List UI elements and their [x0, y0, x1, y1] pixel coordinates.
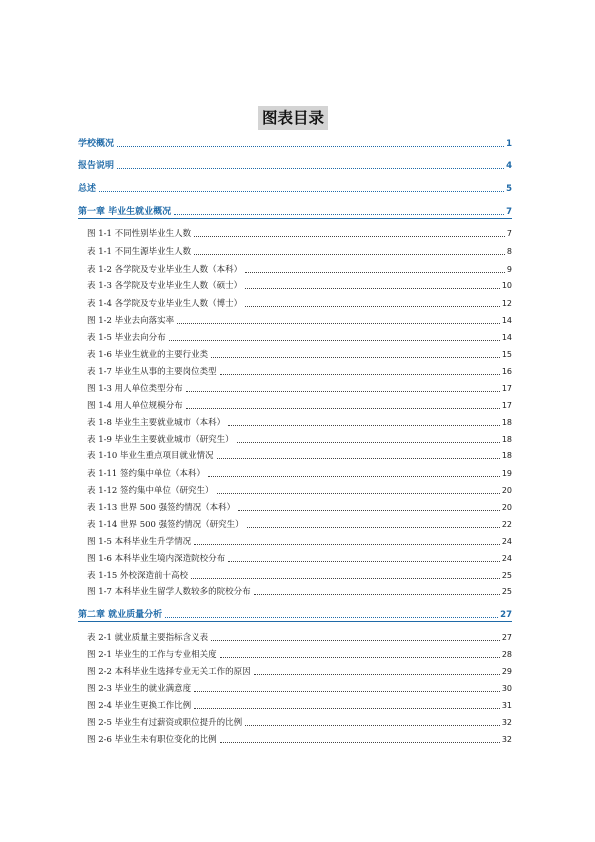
toc-entry-label: 表 1-7 毕业生从事的主要岗位类型	[87, 367, 217, 377]
toc-entry-label: 图 2-1 毕业生的工作与专业相关度	[87, 650, 217, 660]
toc-figure-entry[interactable]	[87, 715, 512, 729]
toc-figure-entry[interactable]	[87, 517, 512, 531]
toc-entry-label: 表 1-4 各学院及专业毕业生人数（博士）	[87, 299, 243, 309]
toc-section-entry[interactable]	[78, 204, 512, 218]
toc-leader-dots	[208, 476, 500, 477]
toc-entry-label: 图 2-4 毕业生更换工作比例	[87, 701, 192, 711]
toc-leader-dots	[254, 674, 500, 675]
toc-section-entry[interactable]	[78, 136, 512, 150]
toc-entry-label: 表 1-10 毕业生重点项目就业情况	[87, 451, 214, 461]
toc-page-number: 8	[506, 247, 512, 256]
toc-leader-dots	[194, 708, 500, 709]
toc-leader-dots	[247, 527, 500, 528]
toc-page-number: 10	[501, 281, 512, 290]
toc-page-number: 24	[501, 554, 512, 563]
toc-entry-label: 图 1-1 不同性别毕业生人数	[87, 229, 192, 239]
toc-leader-dots	[186, 391, 500, 392]
toc-entry-label: 图 2-5 毕业生有过薪资或职位提升的比例	[87, 718, 243, 728]
toc-page-number: 5	[506, 184, 512, 194]
toc-page-number: 20	[501, 503, 512, 512]
toc-leader-dots	[186, 408, 500, 409]
toc-entry-label: 表 1-13 世界 500 强签约情况（本科）	[87, 503, 236, 513]
toc-page-number: 1	[506, 139, 512, 149]
toc-leader-dots	[169, 340, 500, 341]
toc-entry-label: 图 2-6 毕业生未有职位变化的比例	[87, 735, 217, 745]
toc-page-number: 15	[501, 350, 512, 359]
toc-leader-dots	[165, 617, 498, 618]
toc-entry-label: 图 1-6 本科毕业生境内深造院校分布	[87, 554, 226, 564]
toc-page-number: 9	[506, 265, 512, 274]
toc-page-number: 25	[501, 571, 512, 580]
toc-figure-entry[interactable]	[87, 262, 512, 276]
toc-entry-label: 表 1-12 签约集中单位（研究生）	[87, 486, 214, 496]
toc-entry-label: 表 1-14 世界 500 强签约情况（研究生）	[87, 520, 244, 530]
toc-entry-label: 表 2-1 就业质量主要指标含义表	[87, 633, 209, 643]
toc-leader-dots	[238, 510, 500, 511]
toc-entry-label: 表 1-15 外校深造前十高校	[87, 571, 189, 581]
toc-page-number: 16	[501, 367, 512, 376]
toc-figure-entry[interactable]	[87, 551, 512, 565]
toc-leader-dots	[194, 254, 505, 255]
toc-figure-entry[interactable]	[87, 698, 512, 712]
toc-figure-entry[interactable]	[87, 664, 512, 678]
toc-entry-label: 图 1-4 用人单位规模分布	[87, 401, 183, 411]
toc-section-entry[interactable]	[78, 181, 512, 195]
toc-page-number: 4	[506, 161, 512, 171]
toc-entry-label: 图 1-7 本科毕业生留学人数较多的院校分布	[87, 587, 251, 597]
toc-section-entry[interactable]	[78, 607, 512, 621]
toc-figure-entry[interactable]	[87, 330, 512, 344]
toc-leader-dots	[245, 272, 505, 273]
chapter-divider	[78, 621, 512, 622]
toc-leader-dots	[194, 236, 505, 237]
toc-leader-dots	[99, 191, 504, 192]
toc-figure-entry[interactable]	[87, 568, 512, 582]
toc-entry-label: 图 1-3 用人单位类型分布	[87, 384, 183, 394]
toc-figure-entry[interactable]	[87, 278, 512, 292]
toc-leader-dots	[177, 323, 500, 324]
toc-entry-label: 图 2-2 本科毕业生选择专业无关工作的原因	[87, 667, 251, 677]
toc-page-number: 17	[501, 384, 512, 393]
toc-leader-dots	[211, 640, 500, 641]
toc-figure-entry[interactable]	[87, 296, 512, 310]
toc-entry-label: 图 1-2 毕业去向落实率	[87, 316, 175, 326]
toc-leader-dots	[228, 561, 500, 562]
toc-leader-dots	[245, 288, 500, 289]
toc-figure-entry[interactable]	[87, 347, 512, 361]
toc-entry-label: 表 1-1 不同生源毕业生人数	[87, 247, 192, 257]
toc-section-entry[interactable]	[78, 158, 512, 172]
toc-leader-dots	[220, 742, 500, 743]
toc-entry-label: 图 1-5 本科毕业生升学情况	[87, 537, 192, 547]
toc-leader-dots	[191, 578, 500, 579]
toc-entry-label: 第二章 就业质量分析	[78, 610, 163, 620]
toc-leader-dots	[217, 458, 500, 459]
toc-page-number: 25	[501, 587, 512, 596]
toc-entry-label: 表 1-6 毕业生就业的主要行业类	[87, 350, 209, 360]
toc-figure-entry[interactable]	[87, 313, 512, 327]
toc-entry-label: 表 1-8 毕业生主要就业城市（本科）	[87, 418, 226, 428]
toc-figure-entry[interactable]	[87, 244, 512, 258]
toc-entry-label: 表 1-3 各学院及专业毕业生人数（硕士）	[87, 281, 243, 291]
toc-figure-entry[interactable]	[87, 448, 512, 462]
toc-figure-entry[interactable]	[87, 534, 512, 548]
toc-page-number: 29	[501, 667, 512, 676]
toc-page-number: 20	[501, 486, 512, 495]
toc-figure-entry[interactable]	[87, 681, 512, 695]
toc-figure-entry[interactable]	[87, 226, 512, 240]
toc-figure-entry[interactable]	[87, 381, 512, 395]
toc-leader-dots	[245, 725, 500, 726]
toc-figure-entry[interactable]	[87, 732, 512, 746]
toc-page-number: 28	[501, 650, 512, 659]
toc-page-number: 17	[501, 401, 512, 410]
toc-page-number: 27	[501, 633, 512, 642]
toc-entry-label: 表 1-2 各学院及专业毕业生人数（本科）	[87, 265, 243, 275]
toc-page-number: 30	[501, 684, 512, 693]
toc-entry-label: 学校概况	[78, 139, 115, 149]
toc-figure-entry[interactable]	[87, 500, 512, 514]
toc-leader-dots	[174, 214, 504, 215]
toc-entry-label: 报告说明	[78, 161, 115, 171]
toc-page-number: 12	[501, 299, 512, 308]
toc-entry-label: 表 1-11 签约集中单位（本科）	[87, 469, 206, 479]
toc-page-number: 31	[501, 701, 512, 710]
toc-leader-dots	[217, 493, 500, 494]
toc-figure-entry[interactable]	[87, 584, 512, 598]
toc-entry-label: 图 2-3 毕业生的就业满意度	[87, 684, 192, 694]
toc-figure-entry[interactable]	[87, 630, 512, 644]
page-title: 图表目录	[258, 106, 328, 130]
toc-page-number: 27	[500, 610, 512, 620]
toc-entry-label: 总述	[78, 184, 97, 194]
toc-page-number: 18	[501, 418, 512, 427]
toc-leader-dots	[117, 146, 504, 147]
toc-page-number: 24	[501, 537, 512, 546]
toc-entry-label: 表 1-5 毕业去向分布	[87, 333, 166, 343]
toc-leader-dots	[220, 374, 500, 375]
toc-figure-entry[interactable]	[87, 647, 512, 661]
toc-leader-dots	[194, 691, 500, 692]
toc-figure-entry[interactable]	[87, 398, 512, 412]
toc-figure-entry[interactable]	[87, 364, 512, 378]
toc-leader-dots	[220, 657, 500, 658]
toc-figure-entry[interactable]	[87, 466, 512, 480]
toc-figure-entry[interactable]	[87, 483, 512, 497]
chapter-divider	[78, 218, 512, 219]
toc-leader-dots	[237, 442, 500, 443]
toc-figure-entry[interactable]	[87, 432, 512, 446]
toc-page-number: 19	[501, 469, 512, 478]
toc-page-number: 18	[501, 451, 512, 460]
toc-page-number: 14	[501, 333, 512, 342]
toc-leader-dots	[245, 306, 500, 307]
toc-figure-entry[interactable]	[87, 415, 512, 429]
toc-entry-label: 表 1-9 毕业生主要就业城市（研究生）	[87, 435, 234, 445]
toc-leader-dots	[117, 168, 504, 169]
toc-page-number: 18	[501, 435, 512, 444]
toc-page-number: 32	[501, 718, 512, 727]
toc-page-number: 32	[501, 735, 512, 744]
toc-page-number: 7	[506, 207, 512, 217]
toc-entry-label: 第一章 毕业生就业概况	[78, 207, 172, 217]
toc-leader-dots	[194, 544, 500, 545]
toc-page-number: 7	[506, 229, 512, 238]
toc-leader-dots	[228, 425, 500, 426]
toc-leader-dots	[254, 594, 500, 595]
toc-leader-dots	[211, 357, 500, 358]
toc-page-number: 14	[501, 316, 512, 325]
toc-page-number: 22	[501, 520, 512, 529]
